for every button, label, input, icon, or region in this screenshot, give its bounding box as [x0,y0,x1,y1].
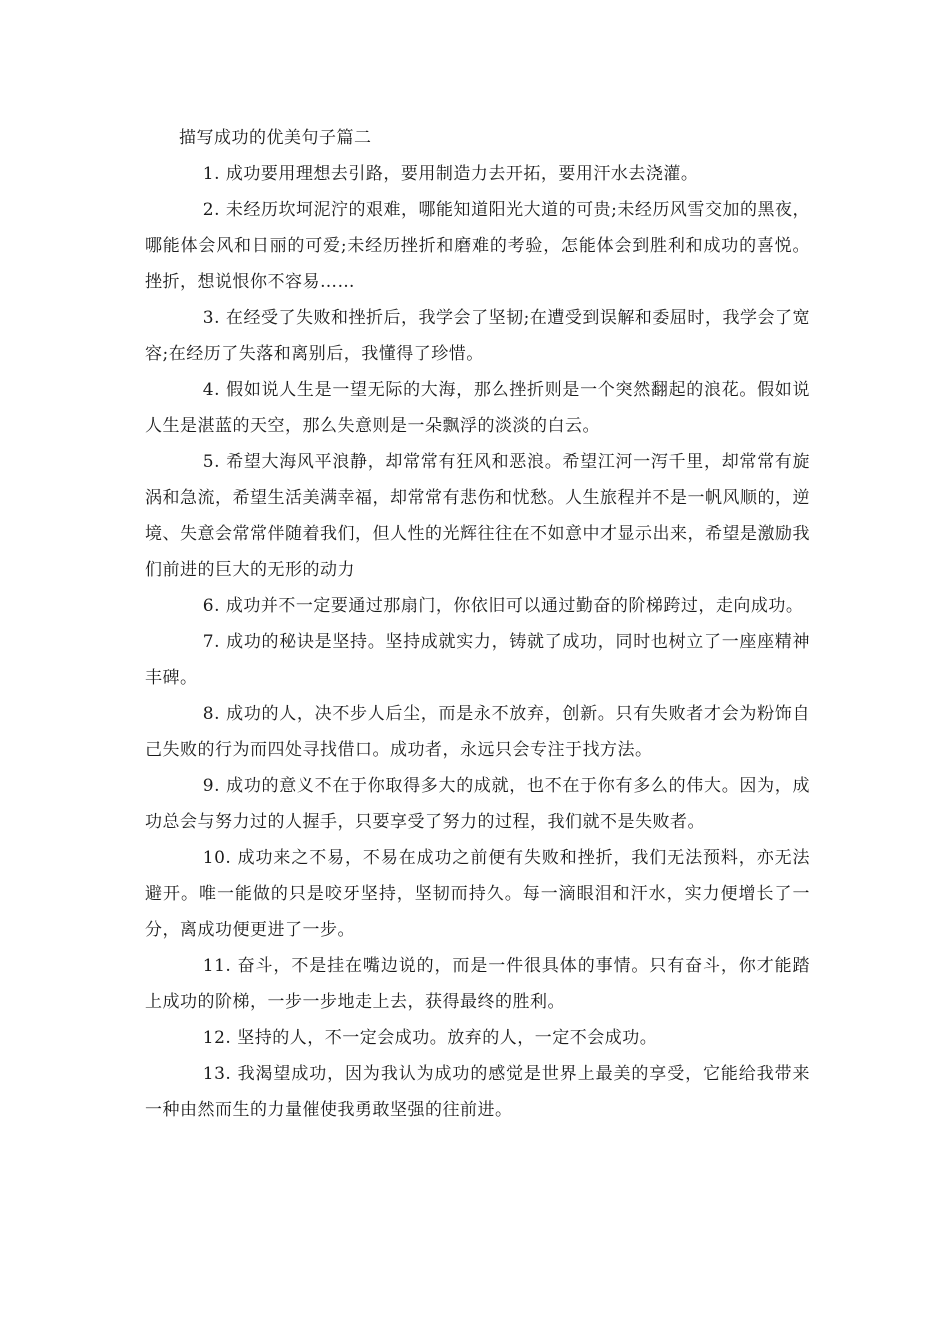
paragraph-7: 7. 成功的秘诀是坚持。坚持成就实力，铸就了成功，同时也树立了一座座精神丰碑。 [145,632,810,688]
paragraph-1: 1. 成功要用理想去引路，要用制造力去开拓，要用汗水去浇灌。 [202,164,699,184]
paragraph-10: 10. 成功来之不易，不易在成功之前便有失败和挫折，我们无法预料，亦无法避开。唯一能做的只是咬牙坚持，坚韧而持久。每一滴眼泪和汗水，实力便增长了一分，离成功便更进了一步。 [145,848,810,940]
paragraph-5: 5. 希望大海风平浪静，却常常有狂风和恶浪。希望江河一泻千里，却常常有旋涡和急流，希望生活美满幸福，却常常有悲伤和忧愁。人生旅程并不是一帆风顺的，逆境、失意会常常伴随着我们，但人性的光辉往往在不如意中才显示出来，希望是激励我们前进的巨大的无形的动力 [145,452,810,580]
paragraph-3: 3. 在经受了失败和挫折后，我学会了坚韧;在遭受到误解和委屈时，我学会了宽容;在经历了失落和离别后，我懂得了珍惜。 [145,308,810,364]
document-title: 描写成功的优美句子篇二 [179,128,372,148]
paragraph-4: 4. 假如说人生是一望无际的大海，那么挫折则是一个突然翻起的浪花。假如说人生是湛蓝的天空，那么失意则是一朵飘浮的淡淡的白云。 [145,380,810,436]
document-page [145,120,810,1128]
paragraph-8: 8. 成功的人，决不步人后尘，而是永不放弃，创新。只有失败者才会为粉饰自己失败的行为而四处寻找借口。成功者，永远只会专注于找方法。 [145,704,810,760]
paragraph-6: 6. 成功并不一定要通过那扇门，你依旧可以通过勤奋的阶梯跨过，走向成功。 [202,596,804,616]
paragraph-11: 11. 奋斗，不是挂在嘴边说的，而是一件很具体的事情。只有奋斗，你才能踏上成功的阶梯，一步一步地走上去，获得最终的胜利。 [145,956,810,1012]
paragraph-9: 9. 成功的意义不在于你取得多大的成就，也不在于你有多么的伟大。因为，成功总会与努力过的人握手，只要享受了努力的过程，我们就不是失败者。 [145,776,810,832]
paragraph-2: 2. 未经历坎坷泥泞的艰难，哪能知道阳光大道的可贵;未经历风雪交加的黑夜，哪能体会风和日丽的可爱;未经历挫折和磨难的考验，怎能体会到胜利和成功的喜悦。挫折，想说恨你不容易…… [145,200,810,292]
paragraph-13: 13. 我渴望成功，因为我认为成功的感觉是世界上最美的享受，它能给我带来一种由然而生的力量催使我勇敢坚强的往前进。 [145,1064,810,1120]
paragraph-12: 12. 坚持的人，不一定会成功。放弃的人，一定不会成功。 [202,1028,658,1048]
